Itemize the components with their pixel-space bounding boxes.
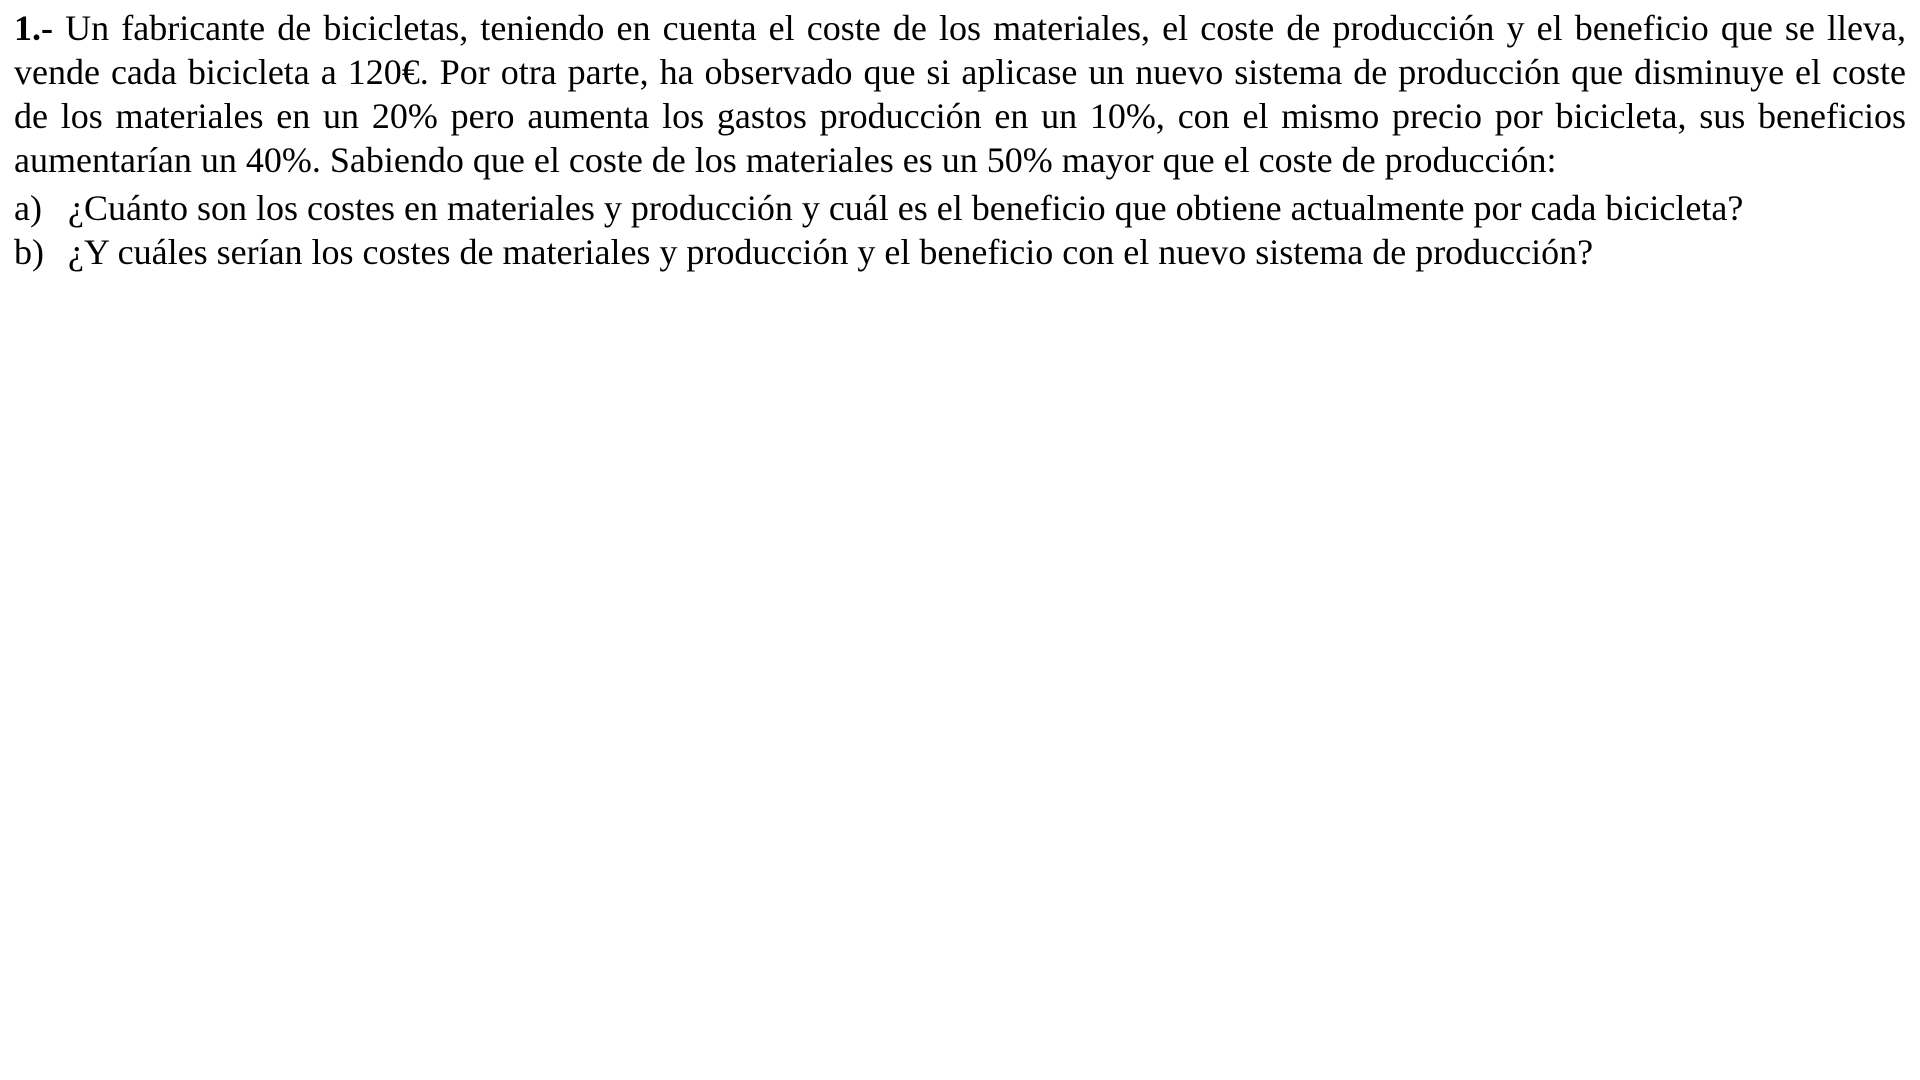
question-marker-b: b)	[14, 232, 44, 272]
problem-statement	[14, 6, 1906, 182]
question-item-b	[14, 230, 1906, 274]
problem-statement-text: Un fabricante de bicicletas, teniendo en cuenta el coste de los materiales, el coste de producción y el beneficio que se lleva, vende cada bicicleta a 120€. Por otra parte, ha observado que si aplicase un nuevo sistema de producción que disminuye el coste de los materiales en un 20% pero aumenta los gastos producción en un 10%, con el mismo precio por bicicleta, sus beneficios aumentarían un 40%. Sabiendo que el coste de los materiales es un 50% mayor que el coste de producción:	[14, 8, 1906, 180]
question-item-a	[14, 186, 1906, 230]
question-text-b: ¿Y cuáles serían los costes de materiales y producción y el beneficio con el nuevo sistema de producción?	[68, 232, 1594, 272]
problem-number: 1.-	[14, 8, 53, 48]
question-list	[14, 186, 1906, 274]
question-text-a: ¿Cuánto son los costes en materiales y producción y cuál es el beneficio que obtiene actualmente por cada bicicleta?	[68, 188, 1744, 228]
question-marker-a: a)	[14, 188, 42, 228]
